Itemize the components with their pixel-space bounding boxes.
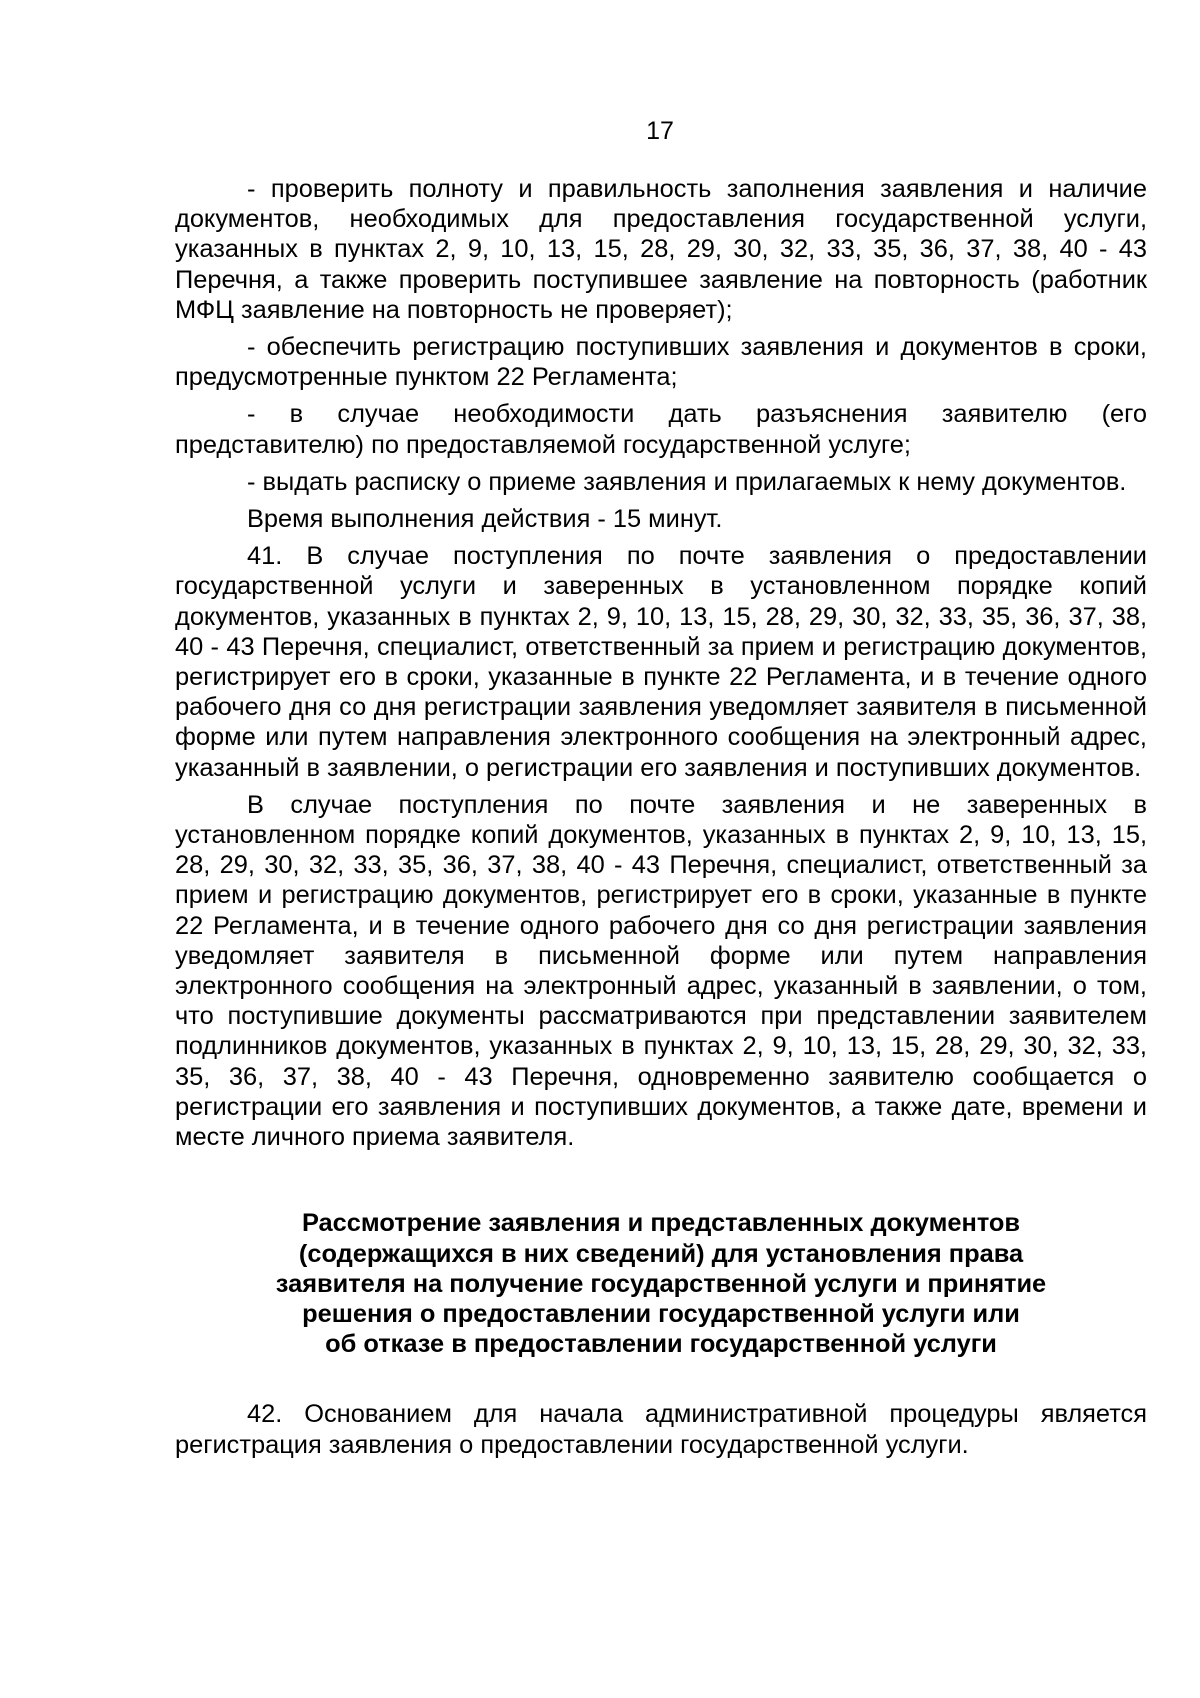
section-heading-line: об отказе в предоставлении государственной услуги xyxy=(325,1330,997,1359)
document-body xyxy=(175,174,1147,1467)
paragraph-issue-receipt: - выдать расписку о приеме заявления и прилагаемых к нему документов. xyxy=(247,467,1127,496)
page-number: 17 xyxy=(646,117,674,145)
paragraph-give-explanations: - в случае необходимости дать разъяснения заявителю (его представителю) по предоставляемой государственной услуге; xyxy=(175,400,1147,459)
paragraph-item-41: 41. В случае поступления по почте заявления о предоставлении государственной услуги и заверенных в установленном порядке копий документов, указанных в пунктах 2, 9, 10, 13, 15, 28, 29, 30, 32, 33, 35, 36, 37, 38, 40 - 43 Перечня, специалист, ответственный за прием и регистрацию документов, регистрирует его в сроки, указанные в пункте 22 Регламента, и в течение одного рабочего дня со дня регистрации заявления уведомляет заявителя в письменной форме или путем направления электронного сообщения на электронный адрес, указанный в заявлении, о регистрации его заявления и поступивших документов. xyxy=(175,542,1147,782)
section-heading-line: решения о предоставлении государственной услуги или xyxy=(302,1299,1020,1328)
paragraph-ensure-registration: - обеспечить регистрацию поступивших заявления и документов в сроки, предусмотренные пунктом 22 Регламента; xyxy=(175,333,1147,392)
section-heading-line: заявителя на получение государственной услуги и принятие xyxy=(275,1269,1047,1298)
section-heading-line: Рассмотрение заявления и представленных документов xyxy=(301,1209,1021,1238)
section-heading-line: (содержащихся в них сведений) для установления права xyxy=(298,1239,1024,1268)
section-heading xyxy=(175,1208,1147,1359)
paragraph-execution-time: Время выполнения действия - 15 минут. xyxy=(247,505,723,534)
paragraph-not-certified-copies: В случае поступления по почте заявления и не заверенных в установленном порядке копий документов, указанных в пунктах 2, 9, 10, 13, 15, 28, 29, 30, 32, 33, 35, 36, 37, 38, 40 - 43 Перечня, специалист, ответственный за прием и регистрацию документов, регистрирует его в сроки, указанные в пункте 22 Регламента, и в течение одного рабочего дня со дня регистрации заявления уведомляет заявителя в письменной форме или путем направления электронного сообщения на электронный адрес, указанный в заявлении, о том, что поступившие документы рассматриваются при представлении заявителем подлинников документов, указанных в пунктах 2, 9, 10, 13, 15, 28, 29, 30, 32, 33, 35, 36, 37, 38, 40 - 43 Перечня, одновременно заявителю сообщается о регистрации его заявления и поступивших документов, а также дате, времени и месте личного приема заявителя. xyxy=(175,790,1147,1152)
paragraph-check-completeness: - проверить полноту и правильность заполнения заявления и наличие документов, необходимых для предоставления государственной услуги, указанных в пунктах 2, 9, 10, 13, 15, 28, 29, 30, 32, 33, 35, 36, 37, 38, 40 - 43 Перечня, а также проверить поступившее заявление на повторность (работник МФЦ заявление на повторность не проверяет); xyxy=(175,175,1147,324)
paragraph-item-42: 42. Основанием для начала административной процедуры является регистрация заявления о предоставлении государственной услуги. xyxy=(175,1400,1147,1459)
